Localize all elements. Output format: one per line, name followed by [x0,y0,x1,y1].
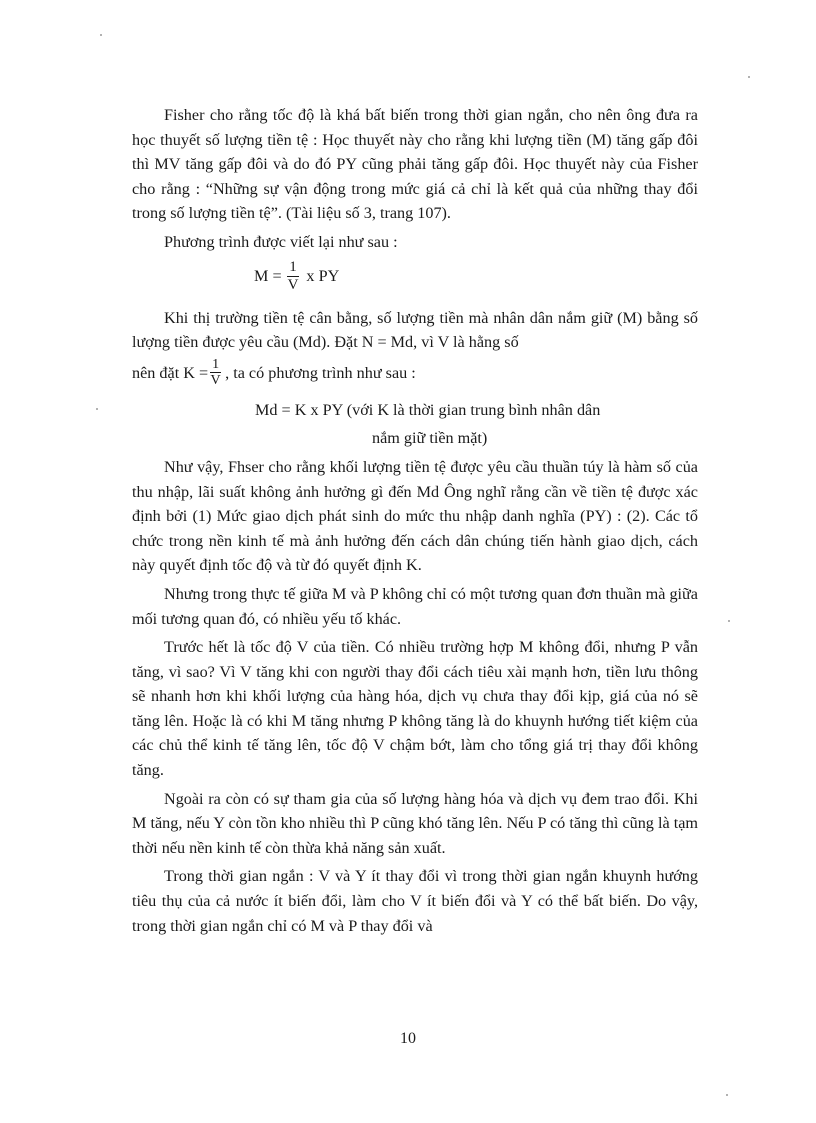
paragraph-equation-intro: Phương trình được viết lại như sau : [164,232,398,251]
scan-speck [728,620,730,622]
paragraph-m-p-relation: Nhưng trong thực tế giữa M và P không chỉ có một tương quan đơn thuần mà giữa mối tương quan đó, có nhiều yếu tố khác. [132,584,698,628]
paragraph-market-equilibrium: Khi thị trường tiền tệ cân bằng, số lượng tiền mà nhân dân nắm giữ (M) bằng số lượng tiền được yêu cầu (Md). Đặt N = Md, vì V là hằng số [132,308,698,352]
paragraph-short-run: Trong thời gian ngắn : V và Y ít thay đổi vì trong thời gian ngắn khuynh hướng tiêu thụ của cả nước ít biến đổi, làm cho V ít biến đổi và Y có thể bất biến. Do vậy, trong thời gian ngắn chỉ có M và P thay đổi và [132,867,698,935]
k-prefix: nên đặt K = [132,363,209,382]
k-suffix: , ta có phương trình như sau : [225,363,416,382]
fraction-denominator: V [287,276,299,293]
paragraph-demand-for-money: Như vậy, Fhser cho rằng khối lượng tiền tệ được yêu cầu thuần túy là hàm số của thu nhập, lãi suất không ảnh hưởng gì đến Md Ông nghĩ rằng cần về tiền tệ được xác định bởi (1) Mức giao dịch phát sinh do mức thu nhập danh nghĩa (PY) : (2). Các tổ chức trong nền kinh tế mà ảnh hưởng đến cách dân chúng tiến hành giao dịch, cách này quyết định tốc độ và từ đó quyết định K. [132,457,698,575]
fraction-numerator: 1 [289,258,297,275]
scan-speck [726,1094,728,1096]
equation-rhs: x PY [306,266,340,285]
paragraph-goods-services: Ngoài ra còn có sự tham gia của số lượng hàng hóa và dịch vụ đem trao đổi. Khi M tăng, nếu Y còn tồn kho nhiều thì P cũng khó tăng lên. Nếu P có tăng thì cũng là tạm thời nếu nền kinh tế còn thừa khả năng sản xuất. [132,789,698,857]
equation-m-equals [132,259,698,294]
equation-md-line1: Md = K x PY (với K là thời gian trung bình nhân dân [255,400,601,419]
scan-speck [96,408,98,410]
paragraph-velocity: Trước hết là tốc độ V của tiền. Có nhiều trường hợp M không đổi, nhưng P vẫn tăng, vì sao? Vì V tăng khi con người thay đổi cách tiêu xài mạnh hơn, tiền lưu thông sẽ nhanh hơn khi khối lượng của hàng hóa, dịch vụ chưa thay đổi kịp, giá của nó sẽ tăng lên. Hoặc là có khi M tăng nhưng P không tăng là do khuynh hướng tiết kiệm của các chủ thể kinh tế tăng lên, tốc độ V chậm bớt, làm cho tổng giá trị thay đổi không tăng. [132,638,698,780]
fraction-one-over-v [286,259,301,294]
scan-speck [748,76,750,78]
page-number: 10 [400,1030,416,1047]
document-body [132,103,698,942]
k-definition-line [132,356,698,390]
equation-md-line2: nắm giữ tiền mặt) [372,429,488,448]
scan-speck [100,34,102,36]
k-fraction [210,357,221,388]
equation-lhs: M = [254,266,282,285]
k-fraction-denominator: V [210,372,221,388]
k-fraction-numerator: 1 [212,356,220,372]
paragraph-fisher-theory: Fisher cho rằng tốc độ là khá bất biến trong thời gian ngắn, cho nên ông đưa ra học thuyết số lượng tiền tệ : Học thuyết này cho rằng khi lượng tiền (M) tăng gấp đôi thì MV tăng gấp đôi và do đó PY cũng phải tăng gấp đôi. Học thuyết này của Fisher cho rằng : “Những sự vận động trong mức giá cả chỉ là kết quả của những thay đổi trong số lượng tiền tệ”. (Tài liệu số 3, trang 107). [132,106,698,223]
